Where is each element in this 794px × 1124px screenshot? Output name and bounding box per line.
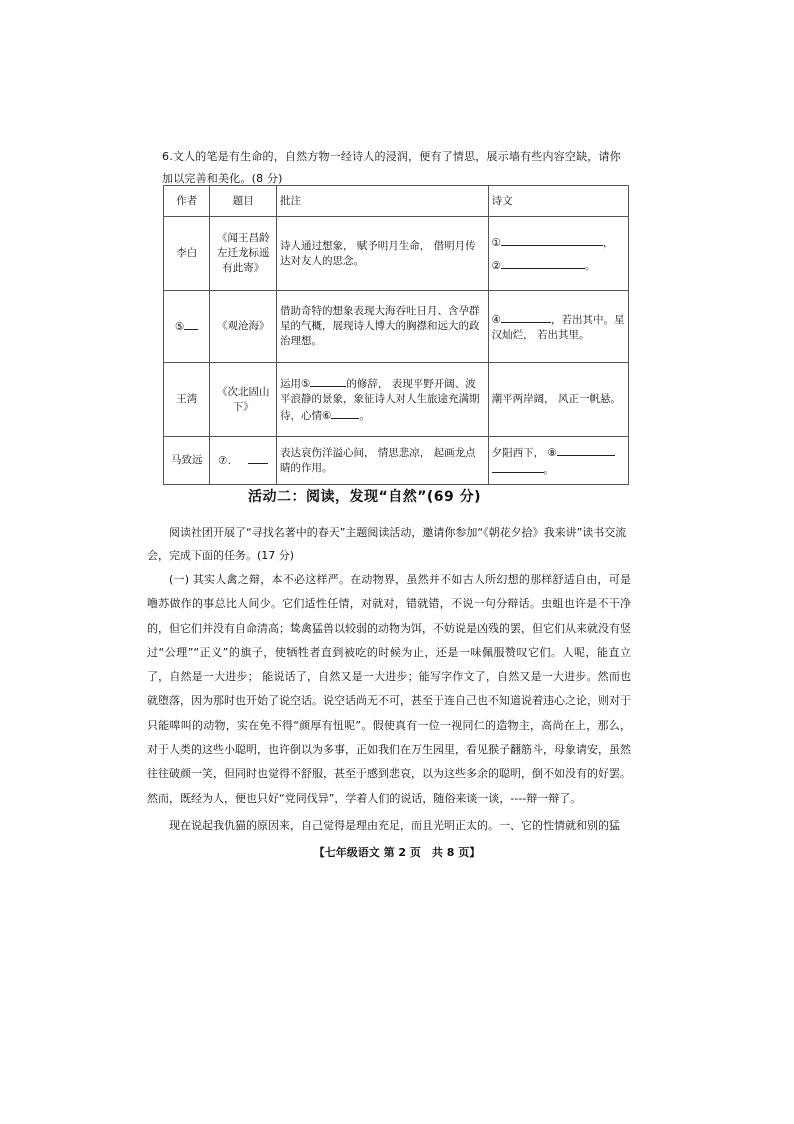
table-row [164,437,629,485]
header-title: 题目 [210,186,276,217]
poem-table [163,185,629,485]
answer-blank-6[interactable] [331,407,359,419]
header-author: 作者 [164,186,210,217]
activity-intro: 阅读社团开展了“寻找名著中的春天”主题阅读活动，邀请你参加“《朝花夕拾》我来讲”读书交流会，完成下面的任务。(17 分) [147,526,627,562]
answer-blank-7[interactable] [248,452,268,464]
table-row [164,217,629,291]
blank-label-1: ① [491,236,502,249]
poem-text: 夕阳西下， ⑧ [491,446,557,459]
question-6-prompt: 6.文人的笔是有生命的，自然方物一经诗人的浸润，便有了情思，展示墙有些内容空缺，请你加以完善和美化。(8 分) [162,150,621,185]
table-row [164,291,629,363]
reading-passage: (一) 其实人禽之辩，本不必这样严。在动物界，虽然并不如古人所幻想的那样舒适自由，可是噜苏做作的事总比人间少。它们适性任情，对就对，错就错，不说一句分辩话。虫蛆也许是不干净的，但它们并没有自命清高；鸷禽猛兽以较弱的动物为饵，不妨说是凶残的罢，但它们从来就没有竖过“公理”“正义”的旗子，使牺牲者直到被吃的时候为止，还是一味佩服赞叹它们。人呢，能直立了，自然是一大进步； 能说话了，自然又是一大进步；能写字作文了，自然又是一大进步。然而也就堕落，因为那时也开始了说空话。说空话尚无不可，甚至于连自己也不知道说着违心之论，则对于只能嗥叫的动物，实在免不得“颜厚有忸呢”。假使真有一位一视同仁的造物主，高尚在上，那么，对于人类的这些小聪明，也许倒以为多事，正如我们在万生园里，看见猴子翻筋斗，母象请安，虽然往往破颜一笑，但同时也觉得不舒服，甚至于感到悲哀，以为这些多余的聪明，倒不如没有的好罢。然而，既经为人，便也只好“党同伐异”，学着人们的说话，随俗来谈一谈，----辩一辩了。 [147,573,631,805]
answer-blank-5b[interactable] [310,375,346,387]
answer-blank-8b[interactable] [492,461,544,473]
blank-label-5: ⑤ [175,321,185,333]
activity-2-heading: 活动二：阅读，发现“自然”(69 分) [248,489,482,505]
author-cell: 马致远 [164,437,210,485]
note-text-c: 。 [359,410,370,422]
author-cell [164,291,210,363]
note-cell: 借助奇特的想象表现大海吞吐日月、含孕群星的气概，展现诗人博大的胸襟和远大的政治理想。 [276,291,488,363]
answer-blank-2[interactable] [501,257,585,269]
punct-8: 。 [543,463,555,476]
poem-cell [488,217,628,291]
table-row [164,363,629,437]
poem-cell [488,437,628,485]
header-note: 批注 [276,186,488,217]
answer-blank-1[interactable] [501,234,603,246]
note-text-a: 运用⑤ [279,378,311,390]
blank-label-4: ④ [491,313,502,326]
punct-2: 。 [585,259,596,272]
answer-blank-8[interactable] [557,444,615,456]
note-cell [276,363,488,437]
author-cell: 王湾 [164,363,210,437]
poem-cell: 潮平两岸阔， 风正一帆悬。 [488,363,628,437]
author-cell: 李白 [164,217,210,291]
answer-blank-5[interactable] [184,318,198,330]
blank-label-7: ⑦. [218,455,231,467]
blank-label-2: ② [491,259,502,272]
note-cell: 表达哀伤洋溢心间， 情思悲凉， 起画龙点睛的作用。 [276,437,488,485]
reading-passage-continued: 现在说起我仇猫的原因来，自己觉得是理由充足，而且光明正太的。一、它的性情就和别的猛 [169,819,620,832]
title-cell: 《次北固山下》 [210,363,276,437]
answer-blank-4[interactable] [501,311,551,323]
poem-text: ，若出其中。星汉灿烂， 若出其里。 [491,313,625,341]
title-cell: 《观沧海》 [210,291,276,363]
table-header-row [164,186,629,217]
header-poem: 诗文 [488,186,628,217]
page-footer: 【七年级语文 第 2 页 共 8 页】 [313,846,481,859]
title-cell [210,437,276,485]
poem-cell [488,291,628,363]
punct-1: ， [603,236,614,249]
title-cell: 《闻王昌龄左迁龙标遥有此寄》 [210,217,276,291]
note-text-b: 的修辞， 表现平野开阔、波平浪静的景象，象征诗人对人生旅途充满期待，心情⑥ [279,378,480,422]
note-cell: 诗人通过想象， 赋予明月生命， 借明月传达对友人的思念。 [276,217,488,291]
